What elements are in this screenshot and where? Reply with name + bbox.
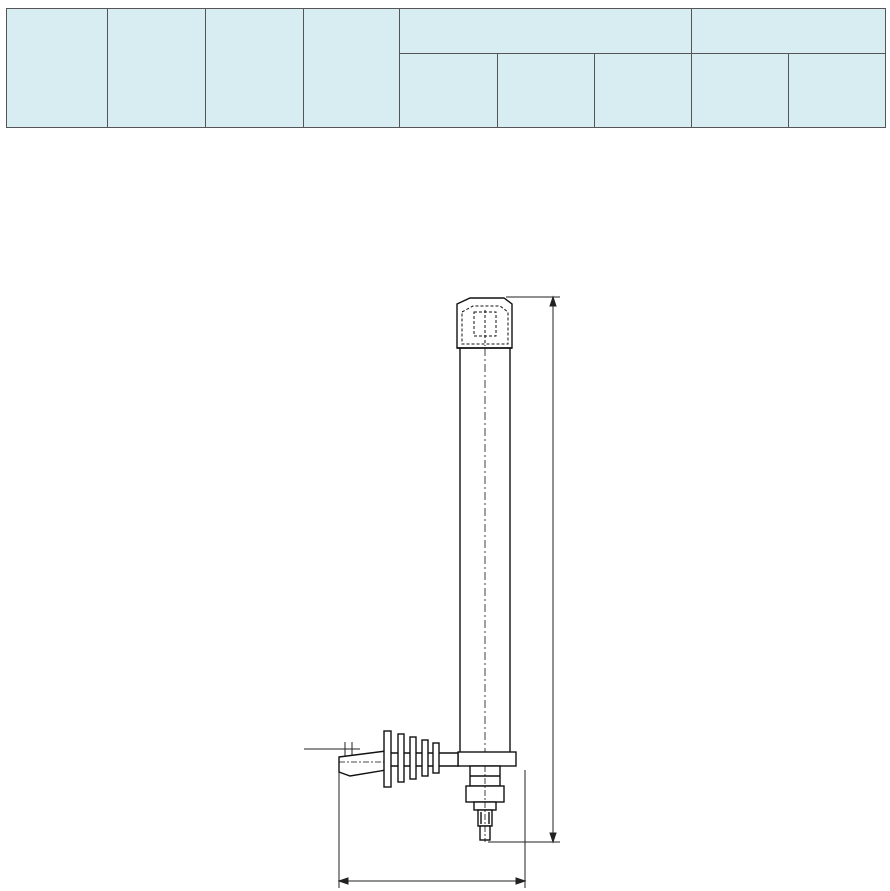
bottom-terminal [466,766,504,842]
insulator-body [460,348,510,752]
top-cap [457,298,512,348]
diameter-dimension [304,742,360,756]
